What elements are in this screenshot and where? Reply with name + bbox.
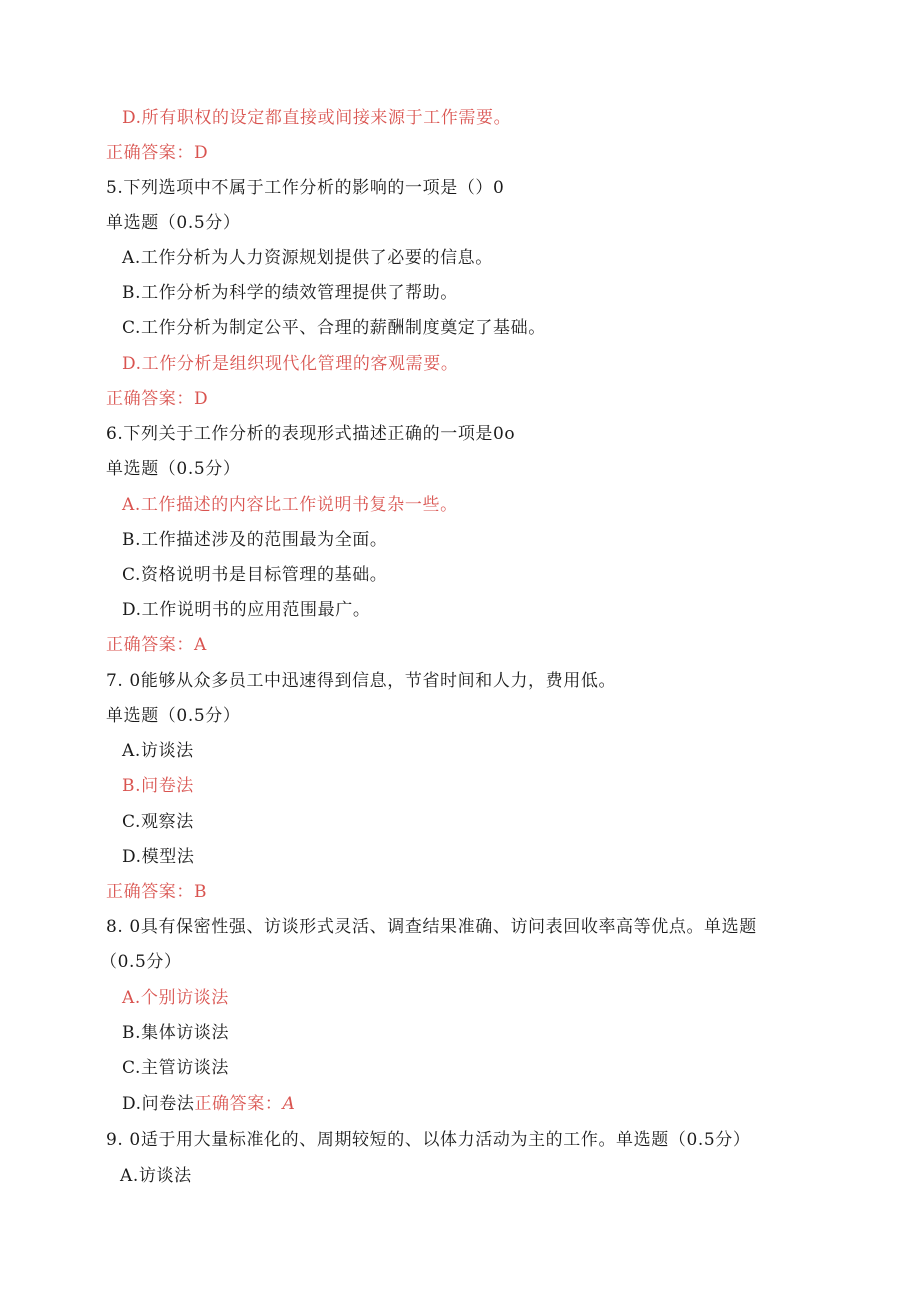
q8-option-d-with-answer xyxy=(122,1092,295,1116)
q6-option-d: D.工作说明书的应用范围最广。 xyxy=(122,600,371,620)
q8-option-b: B.集体访谈法 xyxy=(122,1023,230,1043)
q4-answer: 正确答案：D xyxy=(106,143,209,163)
q5-type: 单选题（0.5分） xyxy=(106,213,241,233)
q7-stem: 7. 0能够从众多员工中迅速得到信息，节省时间和人力，费用低。 xyxy=(106,671,617,691)
q7-option-c: C.观察法 xyxy=(122,812,194,832)
q5-option-c: C.工作分析为制定公平、合理的薪酬制度奠定了基础。 xyxy=(122,318,546,338)
q8-stem: 8. 0具有保密性强、访谈形式灵活、调查结果准确、访问表回收率高等优点。单选题 xyxy=(106,917,757,937)
q8-answer xyxy=(194,1094,295,1114)
q7-option-a: A.访谈法 xyxy=(122,741,194,761)
q7-type: 单选题（0.5分） xyxy=(106,706,241,726)
q8-option-c: C.主管访谈法 xyxy=(122,1058,230,1078)
q9-option-a: A.访谈法 xyxy=(120,1166,192,1186)
q6-option-a: A.工作描述的内容比工作说明书复杂一些。 xyxy=(122,495,458,515)
q9-stem: 9. 0适于用大量标准化的、周期较短的、以体力活动为主的工作。单选题（0.5分） xyxy=(106,1130,751,1150)
q6-answer: 正确答案：A xyxy=(106,635,207,655)
q5-option-d: D.工作分析是组织现代化管理的客观需要。 xyxy=(122,354,459,374)
q6-stem: 6.下列关于工作分析的表现形式描述正确的一项是0o xyxy=(106,424,516,444)
q6-option-c: C.资格说明书是目标管理的基础。 xyxy=(122,565,388,585)
q7-option-b: B.问卷法 xyxy=(122,776,194,796)
q5-stem: 5.下列选项中不属于工作分析的影响的一项是（）0 xyxy=(106,178,505,198)
q8-option-a: A.个别访谈法 xyxy=(122,988,229,1008)
q8-answer-value: A xyxy=(282,1094,296,1114)
q5-answer: 正确答案：D xyxy=(106,389,209,409)
q4-option-d: D.所有职权的设定都直接或间接来源于工作需要。 xyxy=(122,108,512,128)
q7-answer: 正确答案：B xyxy=(106,882,208,902)
q8-stem-continued: （0.5分） xyxy=(100,952,182,972)
q8-option-d: D.问卷法 xyxy=(122,1094,195,1114)
q6-option-b: B.工作描述涉及的范围最为全面。 xyxy=(122,530,388,550)
q7-option-d: D.模型法 xyxy=(122,847,195,867)
q8-answer-label: 正确答案： xyxy=(194,1094,283,1114)
q6-type: 单选题（0.5分） xyxy=(106,459,241,479)
q5-option-b: B.工作分析为科学的绩效管理提供了帮助。 xyxy=(122,283,458,303)
q5-option-a: A.工作分析为人力资源规划提供了必要的信息。 xyxy=(122,248,493,268)
